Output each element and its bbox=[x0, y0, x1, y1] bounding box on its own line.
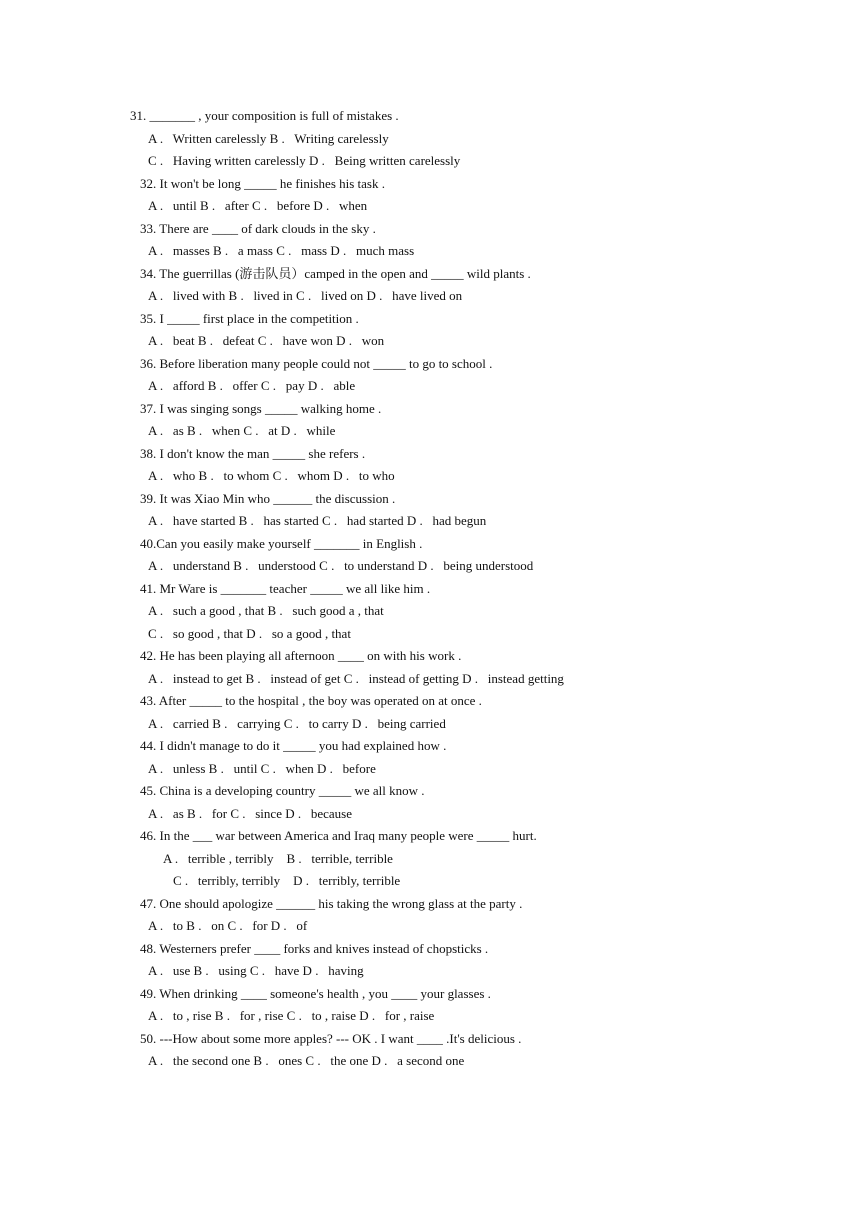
question-line: 33. There are ____ of dark clouds in the sky . bbox=[140, 221, 376, 236]
answer-options: A . masses B . a mass C . mass D . much mass bbox=[148, 243, 415, 258]
question-line: 32. It won't be long _____ he finishes his task . bbox=[140, 176, 385, 191]
question-line: 34. The guerrillas (游击队员）camped in the open and _____ wild plants . bbox=[140, 266, 531, 281]
question-line: 43. After _____ to the hospital , the boy was operated on at once . bbox=[140, 693, 482, 708]
question-line: 36. Before liberation many people could not _____ to go to school . bbox=[140, 356, 493, 371]
answer-options: A . such a good , that B . such good a , that bbox=[148, 603, 384, 618]
question-line: 41. Mr Ware is _______ teacher _____ we all like him . bbox=[140, 581, 431, 596]
answer-options: A . beat B . defeat C . have won D . won bbox=[148, 333, 385, 348]
question-line: 35. I _____ first place in the competition . bbox=[140, 311, 359, 326]
question-line: 46. In the ___ war between America and Iraq many people were _____ hurt. bbox=[140, 828, 537, 843]
question-line: 31. _______ , your composition is full of mistakes . bbox=[130, 108, 399, 123]
answer-options: A . unless B . until C . when D . before bbox=[148, 761, 376, 776]
question-line: 42. He has been playing all afternoon ____ on with his work . bbox=[140, 648, 462, 663]
answer-options: A . to , rise B . for , rise C . to , raise D . for , raise bbox=[148, 1008, 435, 1023]
answer-options: A . who B . to whom C . whom D . to who bbox=[148, 468, 395, 483]
answer-options: C . Having written carelessly D . Being written carelessly bbox=[148, 153, 461, 168]
answer-options: A . as B . for C . since D . because bbox=[148, 806, 352, 821]
answer-options: A . afford B . offer C . pay D . able bbox=[148, 378, 356, 393]
answer-options: A . lived with B . lived in C . lived on D . have lived on bbox=[148, 288, 463, 303]
answer-options: A . instead to get B . instead of get C . instead of getting D . instead getting bbox=[148, 671, 564, 686]
answer-options: A . have started B . has started C . had started D . had begun bbox=[148, 513, 487, 528]
question-line: 47. One should apologize ______ his taking the wrong glass at the party . bbox=[140, 896, 523, 911]
answer-options: A . the second one B . ones C . the one D . a second one bbox=[148, 1053, 465, 1068]
answer-options: C . so good , that D . so a good , that bbox=[148, 626, 351, 641]
answer-options: A . terrible , terribly B . terrible, terrible bbox=[163, 851, 393, 866]
question-line: 49. When drinking ____ someone's health , you ____ your glasses . bbox=[140, 986, 491, 1001]
question-line: 50. ---How about some more apples? --- OK . I want ____ .It's delicious . bbox=[140, 1031, 522, 1046]
answer-options: A . to B . on C . for D . of bbox=[148, 918, 308, 933]
answer-options: C . terribly, terribly D . terribly, terrible bbox=[173, 873, 401, 888]
answer-options: A . as B . when C . at D . while bbox=[148, 423, 336, 438]
question-line: 39. It was Xiao Min who ______ the discussion . bbox=[140, 491, 396, 506]
question-line: 37. I was singing songs _____ walking home . bbox=[140, 401, 382, 416]
answer-options: A . use B . using C . have D . having bbox=[148, 963, 364, 978]
answer-options: A . until B . after C . before D . when bbox=[148, 198, 368, 213]
question-line: 45. China is a developing country _____ we all know . bbox=[140, 783, 425, 798]
answer-options: A . Written carelessly B . Writing carelessly bbox=[148, 131, 389, 146]
question-line: 48. Westerners prefer ____ forks and knives instead of chopsticks . bbox=[140, 941, 489, 956]
answer-options: A . understand B . understood C . to understand D . being understood bbox=[148, 558, 534, 573]
answer-options: A . carried B . carrying C . to carry D . being carried bbox=[148, 716, 446, 731]
question-line: 38. I don't know the man _____ she refers . bbox=[140, 446, 366, 461]
question-line: 40.Can you easily make yourself _______ in English . bbox=[140, 536, 423, 551]
question-line: 44. I didn't manage to do it _____ you had explained how . bbox=[140, 738, 447, 753]
